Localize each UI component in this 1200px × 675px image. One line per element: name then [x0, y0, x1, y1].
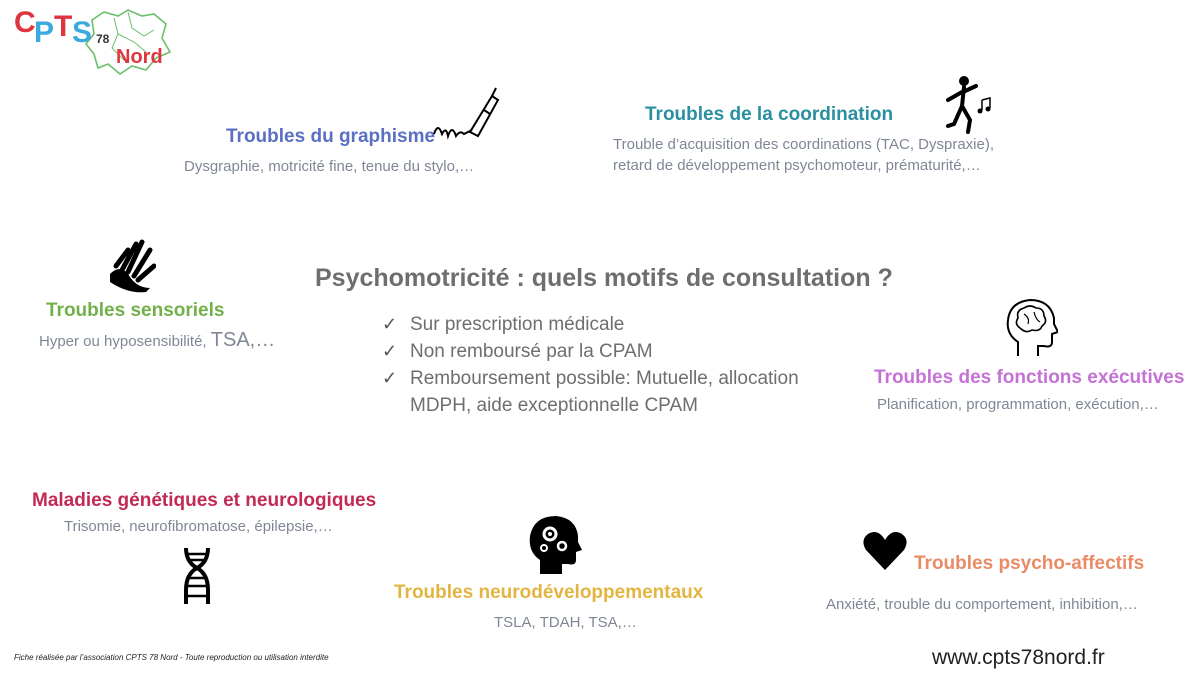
sensoriels-desc-main: Hyper ou hyposensibilité, — [39, 333, 211, 350]
graphisme-desc: Dysgraphie, motricité fine, tenue du stylo,… — [184, 158, 475, 175]
neurodev-desc: TSLA, TDAH, TSA,… — [494, 614, 637, 631]
logo-word: Nord — [116, 46, 163, 68]
list-item: ✓ Sur prescription médicale — [382, 311, 852, 338]
logo-letter-t: T — [54, 10, 73, 43]
page-title: Psychomotricité : quels motifs de consultation ? — [315, 264, 893, 292]
gear-head-icon — [528, 514, 582, 576]
sensoriels-desc-big: TSA,… — [210, 329, 276, 351]
consultation-list — [382, 311, 852, 419]
neurodev-title: Troubles neurodéveloppementaux — [394, 582, 704, 603]
website-link[interactable]: www.cpts78nord.fr — [932, 646, 1105, 669]
pen-icon — [432, 86, 502, 144]
executives-title: Troubles des fonctions exécutives — [874, 367, 1185, 388]
genetiques-desc: Trisomie, neurofibromatose, épilepsie,… — [64, 518, 333, 535]
logo-letter-c: C — [14, 6, 36, 39]
executives-desc: Planification, programmation, exécution,… — [877, 396, 1159, 413]
logo-number: 78 — [96, 32, 110, 46]
coordination-desc-line2: retard de développement psychomoteur, prématurité,… — [613, 157, 981, 174]
list-item: ✓ Remboursement possible: Mutuelle, allocation — [382, 365, 852, 392]
check-icon: ✓ — [382, 314, 398, 334]
genetiques-title: Maladies génétiques et neurologiques — [32, 490, 377, 511]
sensoriels-title: Troubles sensoriels — [46, 300, 225, 321]
dancing-person-icon — [942, 74, 996, 134]
footer-note: Fiche réalisée par l’association CPTS 78 Nord - Toute reproduction ou utilisation interdite — [14, 653, 329, 662]
coordination-desc-line1: Trouble d’acquisition des coordinations (TAC, Dyspraxie), — [613, 136, 994, 153]
affectifs-title: Troubles psycho-affectifs — [914, 553, 1145, 574]
coordination-title: Troubles de la coordination — [645, 104, 894, 125]
sensoriels-desc — [39, 330, 275, 352]
logo — [14, 6, 174, 76]
check-icon: ✓ — [382, 341, 398, 361]
affectifs-desc: Anxiété, trouble du comportement, inhibition,… — [826, 596, 1138, 613]
logo-letter-p: P — [34, 16, 55, 49]
logo-letter-s: S — [72, 16, 93, 49]
graphisme-title: Troubles du graphisme — [226, 126, 436, 147]
list-item: ✓ Non remboursé par la CPAM — [382, 338, 852, 365]
list-item-continuation: MDPH, aide exceptionnelle CPAM — [410, 395, 698, 416]
dna-icon — [180, 546, 214, 606]
heart-icon — [862, 530, 908, 572]
check-icon: ✓ — [382, 368, 398, 388]
hand-icon — [106, 236, 156, 294]
brain-head-icon — [1004, 298, 1058, 358]
